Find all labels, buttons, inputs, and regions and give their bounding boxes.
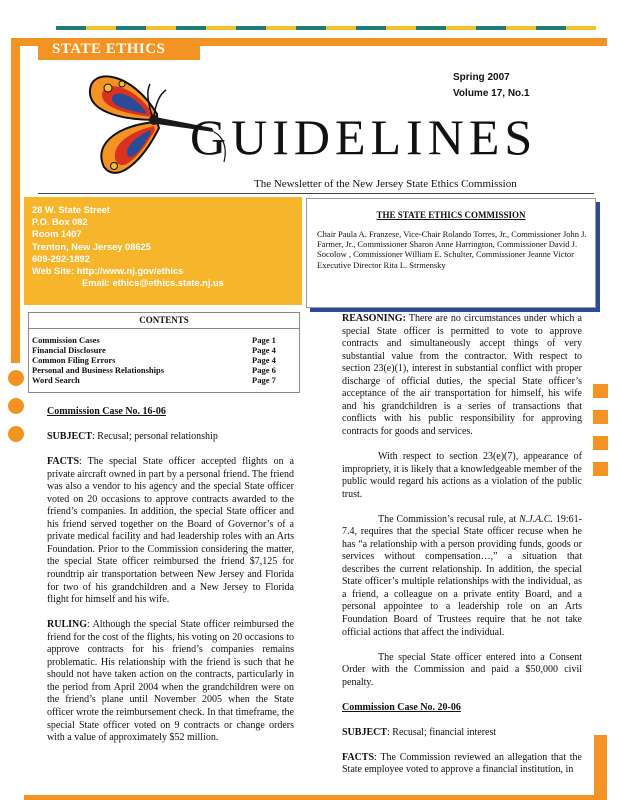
stripe-seg: [86, 26, 116, 30]
contents-item-label: Commission Cases: [32, 335, 100, 345]
contents-item-page: Page 1: [252, 335, 276, 345]
contents-item[interactable]: [29, 375, 299, 385]
stripe-seg: [356, 26, 386, 30]
decorative-square: [593, 384, 608, 398]
banner-text: STATE ETHICS: [52, 41, 166, 57]
stripe-seg: [236, 26, 266, 30]
state-ethics-banner: [38, 38, 200, 60]
contents-item-label: Personal and Business Relationships: [32, 365, 165, 375]
decorative-dot: [8, 398, 24, 414]
stripe-seg: [506, 26, 536, 30]
table-of-contents: [28, 312, 300, 393]
commission-members: Chair Paula A. Franzese, Vice-Chair Rolando Torres, Jr., Commissioner John J. Farmer, Jr., Commissioner Sharon Anne Harrington, Commissioner David J. Socolow , Commissioner William E. Schulter, Commissioner Jeanne Victor: [317, 229, 587, 260]
stripe-seg: [146, 26, 176, 30]
contents-item-label: Word Search: [32, 375, 80, 385]
orange-frame-right: [594, 735, 607, 800]
facts2-text: : The Commission reviewed an allegation that the State employee voted to approve a financial institution, in: [342, 751, 582, 776]
subject-label: SUBJECT: [47, 431, 93, 443]
case-heading: Commission Case No. 16-06: [47, 406, 166, 417]
decorative-square: [593, 410, 608, 424]
ruling-text: : Although the special State officer reimbursed the friend for the cost of the flights, his voting on 20 occasions to approve contracts for his friend’s companies remains problematic. His relationship with the friend is such that he should not have taken action on the contracts, particularly in the period from April 2004 when the grandchildren were on the friend’s plane until November 2005 when the State officer wrote the reimbursement check. In that timeframe, the special State officer voted on 9 contracts or change orders with a value of approximately $52 million.: [47, 619, 294, 744]
ruling-label: RULING: [47, 619, 88, 631]
commission-heading: THE STATE ETHICS COMMISSION: [376, 210, 526, 220]
stripe-seg: [566, 26, 596, 30]
decorative-square: [593, 436, 608, 450]
stripe-seg: [56, 26, 86, 30]
stripe-seg: [326, 26, 356, 30]
stripe-seg: [386, 26, 416, 30]
subject2-text: : Recusal; financial interest: [387, 726, 497, 738]
recusal-text-b: 19:61-7.4, requires that the special State officer recuse when he has “a relationship with a person providing funds, goods or services without compensation…,” a situation that describes the current relationship. In addition, the special State officer’s multiple relationships with the individual, as a friend, a colleague on a private entity Board, and a personal appointee to a leadership role on an Arts Foundation Board of Trustees require that he not take official actions that affect the individual.: [342, 513, 582, 638]
contents-item-page: Page 4: [252, 355, 276, 365]
stripe-seg: [476, 26, 506, 30]
decorative-dot: [8, 370, 24, 386]
facts-label: FACTS: [47, 456, 80, 468]
contact-block: [24, 197, 302, 305]
decorative-square: [593, 462, 608, 476]
stripe-seg: [446, 26, 476, 30]
address-line: 28 W. State Street: [32, 205, 111, 215]
address-line: P.O. Box 082: [32, 217, 88, 228]
contents-item[interactable]: [29, 365, 299, 375]
newsletter-title: GUIDELINES: [190, 109, 538, 165]
recusal-text-a: The Commission’s recusal rule, at: [378, 513, 520, 525]
stripe-seg: [266, 26, 296, 30]
issue-season: Spring 2007: [453, 72, 510, 83]
header-divider: [38, 193, 594, 194]
newsletter-subtitle: The Newsletter of the New Jersey State Ethics Commission: [254, 178, 517, 190]
contents-item-label: Common Filing Errors: [32, 355, 116, 365]
contents-heading: CONTENTS: [29, 313, 299, 329]
left-article-column: [47, 406, 294, 745]
subject-text: : Recusal; personal relationship: [92, 431, 218, 443]
address-line: Room 1407: [32, 229, 82, 240]
orange-frame-left: [11, 38, 20, 363]
consent-order-paragraph: The special State officer entered into a Consent Order with the Commission and paid a $50,000 civil penalty.: [342, 651, 582, 688]
appearance-paragraph: With respect to section 23(e)(7), appearance of impropriety, it is likely that a knowledgeable member of the public would regard his actions as a violation of the public trust.: [342, 450, 582, 500]
contents-item-label: Financial Disclosure: [32, 345, 106, 355]
stripe-seg: [206, 26, 236, 30]
stripe-seg: [416, 26, 446, 30]
phone-number: 609-292-1892: [32, 253, 90, 264]
orange-frame-bottom: [24, 795, 594, 800]
decorative-dot: [8, 426, 24, 442]
right-article-column: [342, 313, 582, 777]
stripe-seg: [296, 26, 326, 30]
contents-item-page: Page 6: [252, 365, 276, 375]
reasoning-text: There are no circumstances under which a special State officer is permitted to vote to approve contracts and simultaneously accept things of very substantial value from the contractor. With respect to section 23(e)(1), interest in substantial conflict with proper discharge of official duties, the special State officer’s acceptance of the air transportation for himself, his wife and his grandchildren is a series of transactions that conflicts with his public responsibility for approving contracts for goods and services.: [342, 313, 582, 437]
contents-item[interactable]: [29, 345, 299, 355]
stripe-seg: [116, 26, 146, 30]
contents-item-page: Page 4: [252, 345, 276, 355]
contents-item-page: Page 7: [252, 375, 276, 385]
stripe-seg: [536, 26, 566, 30]
reasoning-label: REASONING:: [342, 313, 406, 324]
subject2-label: SUBJECT: [342, 726, 388, 738]
facts-text: : The special State officer accepted flights on a private aircraft owned in part by a personal friend. The friend was also a vendor to his agency and the special State officer voted on 20 occasions to approve contracts awarded to the friend’s companies. In addition, the special State officer and his friend served together on the Board of Governor’s of a private medical facility and had leadership roles with an Arts Foundation. Prior to the Commission considering the matter, the special State officer reimbursed the friend $7,125 for roundtrip air transportation between New Jersey and Florida for two of his grandchildren and a New Jersey to Florida flight for himself and his wife.: [47, 456, 294, 606]
email-link[interactable]: Email: ethics@ethics.state.nj.us: [82, 278, 224, 289]
address-line: Trenton, New Jersey 08625: [32, 241, 151, 252]
issue-volume: Volume 17, No.1: [453, 88, 530, 99]
stripe-seg: [176, 26, 206, 30]
website-link[interactable]: Web Site: http://www.nj.gov/ethics: [32, 266, 184, 277]
case2-heading: Commission Case No. 20-06: [342, 701, 461, 713]
facts2-label: FACTS: [342, 751, 375, 763]
commission-members-box: [306, 198, 596, 308]
citation: N.J.A.C.: [519, 513, 553, 525]
contents-item[interactable]: [29, 355, 299, 365]
executive-director: Executive Director Rita L. Strmensky: [317, 259, 446, 270]
contents-item[interactable]: [29, 335, 299, 345]
